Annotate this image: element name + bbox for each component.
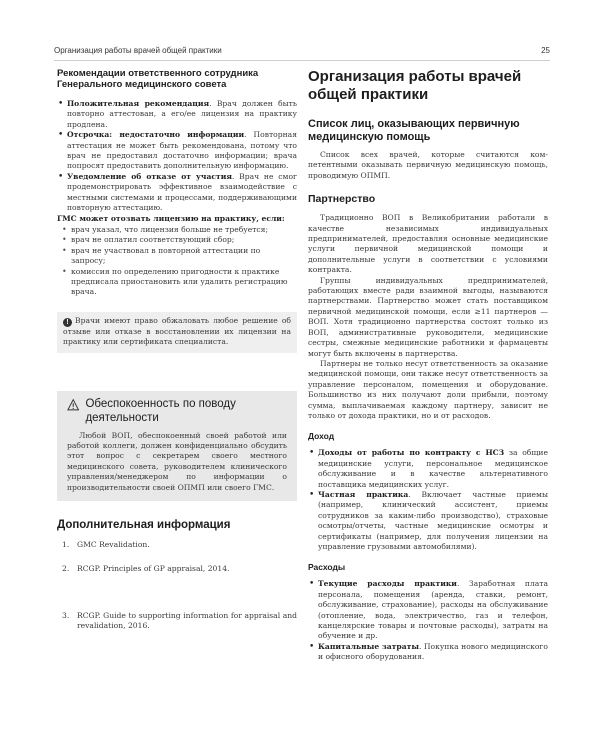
recommendations-heading: Рекомендации ответственного сотрудника Генерального медицинского совета: [57, 68, 259, 90]
list-item: • Уведомление об отказе от участия. Врач не смог продемонстрировать эффективное взаимодействие с местными системами и процессами, поддерживающими повторную аттестацию.: [57, 172, 297, 214]
revoke-list: [57, 225, 297, 298]
partnership-p2: Группы индивидуальных предпринимателей, работающих вместе ради взаимной выгоды, называются партнерствами. Партнерство может стать поставщиком первичной медицинской помощи, если ≥11 партнеров — ВОП. Хотя традиционно партнерства состоят только из ВОП, административные руководители, медицинские сестры, смежные медицинские работники и фармацевты могут быть включены в партнерства.: [308, 275, 548, 358]
exclamation-icon: !: [63, 318, 72, 327]
list-item: • Положительная рекомендация. Врач должен быть повторно аттестован, а его/ее лицензия на практику продлена.: [57, 99, 297, 130]
chapter-title: Организация работы врачей общей практики: [308, 68, 522, 103]
left-column: [57, 68, 297, 632]
list-item: • врач указал, что лицензия больше не требуется;: [57, 225, 297, 235]
list-item: • врач не участвовал в повторной аттестации по запросу;: [57, 246, 297, 267]
recommendations-list: [57, 99, 297, 213]
reference-item: 1. GMC Revalidation.: [62, 539, 150, 549]
list-item: • врач не оплатил соответствующий сбор;: [57, 235, 297, 245]
appeal-note-text: Врачи имеют право обжаловать любое решение об отзыве или отказе в восстановлении их лицензии на практику или сертификата специалиста.: [63, 315, 291, 347]
page-header: [54, 46, 550, 60]
provider-list-text: Список всех врачей, которые считаются компетентными оказывать первичную медицинскую помощь, проводимую ОПМП.: [308, 150, 548, 180]
expenses-list: [308, 579, 548, 662]
list-item: • Капитальные затраты. Покупка нового медицинского и офисного оборудования.: [308, 642, 548, 663]
running-title: Организация работы врачей общей практики: [54, 46, 222, 55]
concern-title: Обеспокоенность по поводу деятельности: [85, 397, 236, 424]
revoke-lead: ГМС может отозвать лицензию на практику, если:: [57, 214, 285, 224]
page-number: 25: [541, 46, 550, 55]
appeal-note: [57, 312, 297, 353]
concern-box: [57, 391, 297, 501]
list-item: • комиссия по определению пригодности к практике предписала приостановить или удалить регистрацию врача.: [57, 267, 297, 298]
warning-triangle-icon: [67, 398, 79, 412]
header-divider: [54, 60, 550, 61]
more-info-title: Дополнительная информация: [57, 518, 231, 531]
references-list: [57, 540, 297, 632]
list-item: • Отсрочка: недостаточно информации. Повторная аттестация не может быть рекомендована, потому что врач не предоставил достаточно информации; врача попросят предоставить дополнительную информацию.: [57, 130, 297, 172]
reference-item: 3. RCGP. Guide to supporting information for appraisal and revalidation, 2016.: [62, 610, 297, 631]
expenses-heading: Расходы: [308, 562, 346, 573]
provider-list-heading: Список лиц, оказывающих первичную медицинскую помощь: [308, 118, 520, 143]
concern-text: Любой ВОП, обеспокоенный своей работой или работой коллеги, должен конфиденциально обсудить этот вопрос с секретарем своего местного медицинского совета, руководителем клинического управления/менеджером по информации о производительности своей ОПМП или своего ГМС.: [67, 430, 287, 492]
right-column: [308, 68, 548, 663]
reference-item: 2. RCGP. Principles of GP appraisal, 2014.: [62, 564, 230, 574]
partnership-p1: Традиционно ВОП в Великобритании работали в качестве независимых индивидуальных предпринимателей, предоставляя основные медицинские услуги первичной медицинской помощи и дополнительные услуги в соответствии с условиями контракта.: [308, 213, 548, 275]
list-item: • Текущие расходы практики. Заработная плата персонала, помещения (аренда, ставки, ремонт, обслуживание, страхование), расходы на обслуживание (отопление, вода, электричество, газ и телефон, канцелярские товары и почтовые расходы), затраты на обучение и др.: [308, 579, 548, 641]
partnership-p3: Партнеры не только несут ответственность за оказание медицинской помощи, они также несут ответственность за управление персоналом, помещения и оборудование. Большинство из них получают доли прибыли, поэтому сумма, выплачиваемая каждому партнеру, зависит не только от дохода практики, но и от расходов.: [308, 358, 548, 420]
income-heading: Доход: [308, 431, 335, 442]
list-item: • Доходы от работы по контракту с НСЗ за общие медицинские услуги, персональное медицинское обслуживание и в качестве альтернативного поставщика медицинских услуг.: [308, 448, 548, 490]
list-item: • Частная практика. Включает частные приемы (например, клинический ассистент, приемы сотрудников за каким-либо производство), страховые осмотры/отчеты, частные медицинские осмотры и сертификаты (например, для получения лицензии на управление грузовыми автомобилями).: [308, 490, 548, 552]
partnership-heading: Партнерство: [308, 193, 376, 206]
income-list: [308, 448, 548, 552]
